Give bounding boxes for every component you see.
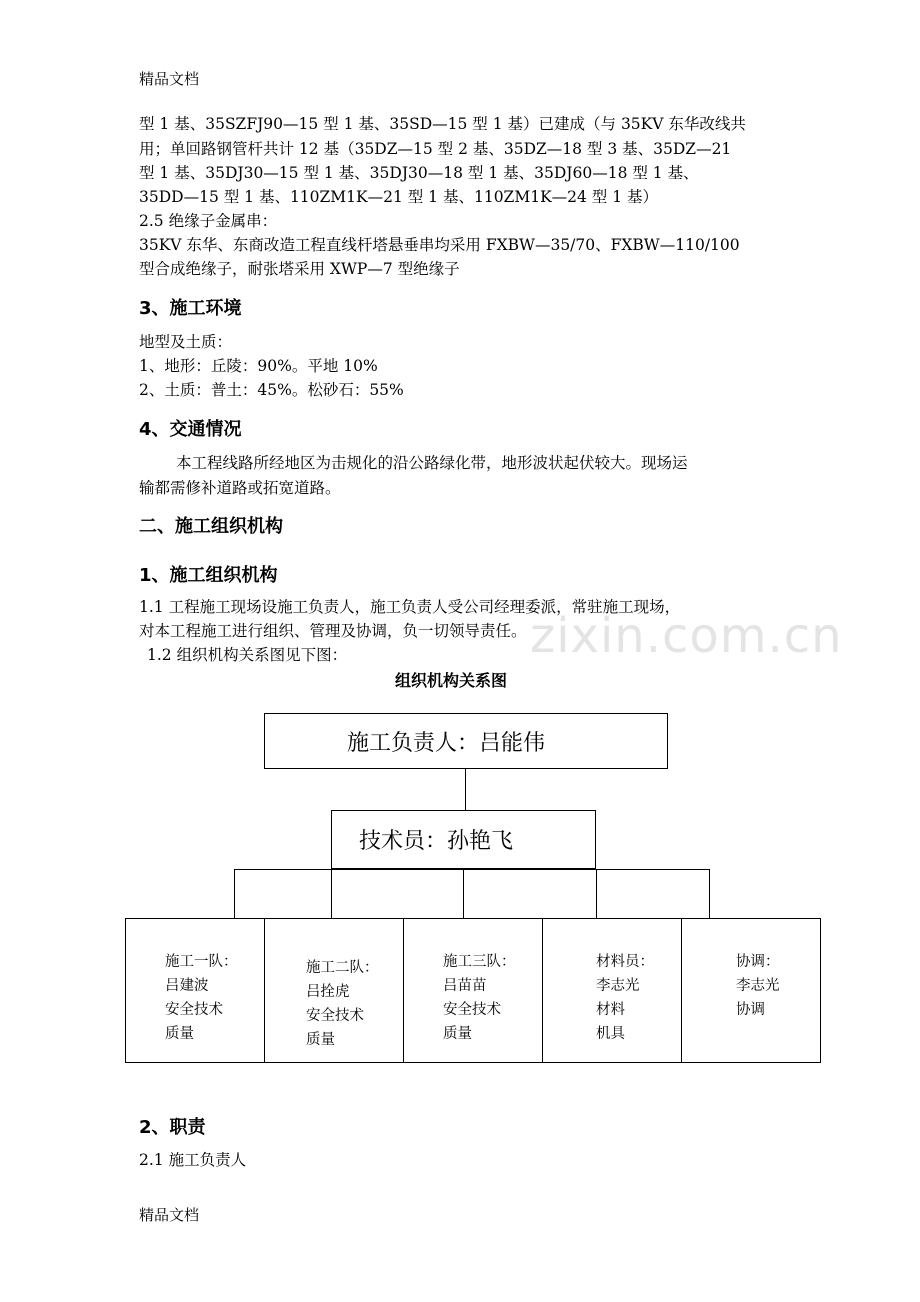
team-cell-5: 协调： 李志光 协调 bbox=[736, 954, 780, 1018]
top-box bbox=[264, 713, 668, 769]
section-heading: 2、职责 bbox=[139, 1117, 206, 1138]
table-divider bbox=[403, 918, 404, 1063]
diagram-title: 组织机构关系图 bbox=[395, 671, 508, 690]
section-heading: 3、施工环境 bbox=[139, 298, 242, 319]
second-box-label: 技术员：孙艳飞 bbox=[359, 829, 514, 854]
team-cell-2: 施工二队： 吕拴虎 安全技术 质量 bbox=[306, 960, 379, 1048]
connector-line bbox=[331, 869, 332, 918]
chapter-heading: 二、施工组织机构 bbox=[139, 516, 283, 537]
body-line: 2、土质：普土：45%。松砂石：55% bbox=[139, 381, 404, 399]
team-cell-1: 施工一队： 吕建波 安全技术 质量 bbox=[165, 954, 238, 1042]
team-cell-3: 施工三队： 吕苗苗 安全技术 质量 bbox=[443, 954, 516, 1042]
body-line: 输都需修补道路或拓宽道路。 bbox=[139, 479, 341, 497]
body-line: 35KV 东华、东商改造工程直线杆塔悬垂串均采用 FXBW—35/70、FXBW—110/100 bbox=[139, 236, 740, 254]
body-line: 1、地形：丘陵：90%。平地 10% bbox=[139, 357, 378, 375]
top-box-label: 施工负责人：吕能伟 bbox=[347, 731, 546, 756]
body-line: 对本工程施工进行组织、管理及协调，负一切领导责任。 bbox=[139, 622, 527, 640]
body-line: 1.2 组织机构关系图见下图： bbox=[147, 646, 348, 664]
body-line: 35DD—15 型 1 基、110ZM1K—21 型 1 基、110ZM1K—24 型 1 基） bbox=[139, 188, 659, 206]
body-line: 用；单回路钢管杆共计 12 基（35DZ—15 型 2 基、35DZ—18 型 3 基、35DZ—21 bbox=[139, 140, 732, 158]
body-line: 型合成绝缘子，耐张塔采用 XWP—7 型绝缘子 bbox=[139, 260, 460, 278]
connector-line bbox=[234, 869, 235, 918]
section-heading: 1、施工组织机构 bbox=[139, 565, 278, 586]
table-divider bbox=[542, 918, 543, 1063]
watermark: zixin.com.cn bbox=[530, 608, 843, 664]
table-divider bbox=[264, 918, 265, 1063]
connector-line bbox=[709, 869, 710, 918]
page-header: 精品文档 bbox=[139, 70, 200, 88]
body-line: 型 1 基、35SZFJ90—15 型 1 基、35SD—15 型 1 基）已建成（与 35KV 东华改线共 bbox=[139, 115, 746, 133]
second-box bbox=[331, 810, 596, 869]
body-line: 1.1 工程施工现场设施工负责人，施工负责人受公司经理委派，常驻施工现场， bbox=[139, 598, 681, 616]
body-line: 型 1 基、35DJ30—15 型 1 基、35DJ30—18 型 1 基、35DJ60—18 型 1 基、 bbox=[139, 164, 699, 182]
connector-line bbox=[465, 769, 466, 810]
page-footer: 精品文档 bbox=[139, 1206, 200, 1224]
body-line: 地型及土质： bbox=[139, 333, 233, 351]
table-divider bbox=[681, 918, 682, 1063]
connector-line bbox=[234, 869, 709, 870]
body-line: 2.5 绝缘子金属串： bbox=[139, 212, 278, 230]
connector-line bbox=[596, 869, 597, 918]
section-heading: 4、交通情况 bbox=[139, 419, 242, 440]
body-line: 2.1 施工负责人 bbox=[139, 1151, 247, 1169]
team-cell-4: 材料员： 李志光 材料 机具 bbox=[596, 954, 654, 1042]
body-line: 本工程线路所经地区为击规化的沿公路绿化带，地形波状起伏较大。现场运 bbox=[176, 454, 688, 472]
connector-line bbox=[463, 869, 464, 918]
